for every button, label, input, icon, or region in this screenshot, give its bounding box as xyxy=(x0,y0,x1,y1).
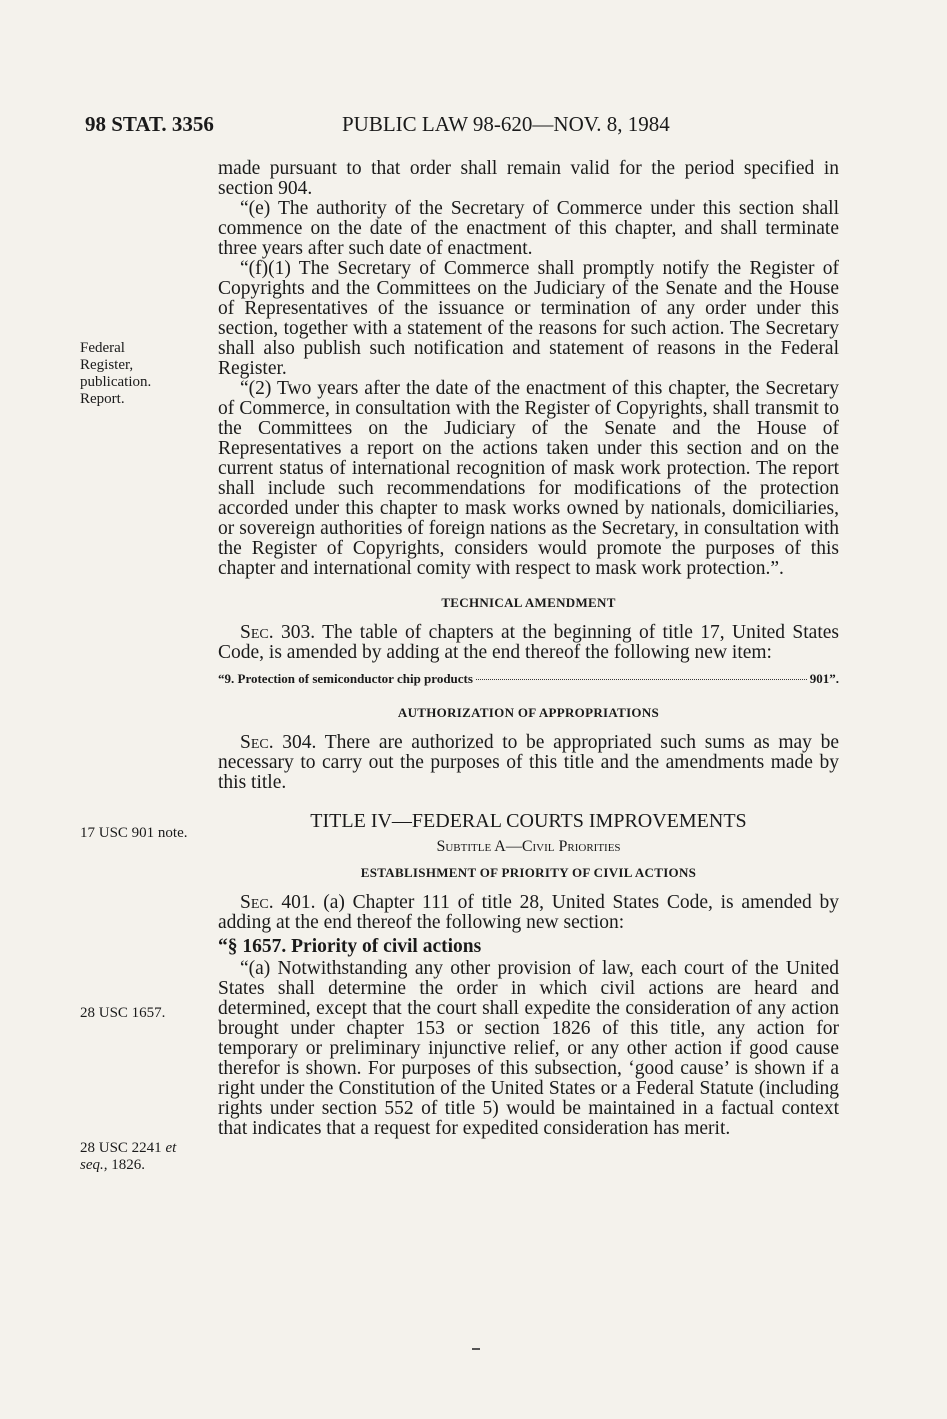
margin-note-line: 28 USC 2241 xyxy=(80,1140,162,1156)
stat-page-number: 98 STAT. 3356 xyxy=(85,112,214,136)
new-chapter-item xyxy=(218,669,839,689)
margin-note-line: publication. xyxy=(80,374,152,390)
item-number: 901”. xyxy=(809,671,839,686)
paragraph-f2: “(2) Two years after the date of the enactment of this chapter, the Secretary of Commerce, in consultation with the Register of Copyrights, shall transmit to the Committees on the Judiciary of the Senate and the House of Representatives a report on the actions taken under this section and on the current status of international recognition of mask work protection. The report shall include such recommendations for modifications of the protection accorded under this chapter to mask works owned by nationals, domiciliaries, or sovereign authorities of foreign nations as the Secretary, in consultation with the Register of Copyrights, considers would promote the purposes of this chapter and international comity with respect to mask work protection.”. xyxy=(218,378,839,579)
margin-note-line: Report. xyxy=(80,391,125,407)
paragraph-f1: “(f)(1) The Secretary of Commerce shall promptly notify the Register of Copyrights and the Committees on the Judiciary of the Senate and the House of Representatives of the issuance or termination of any order under this section, together with a statement of the reasons for such action. The Secretary shall also publish such notification and statement of reasons in the Federal Register. xyxy=(218,258,839,379)
main-text-column xyxy=(218,159,839,1139)
section-text: (a) Chapter 111 of title 28, United States Code, is amended by adding at the end thereof the following new section: xyxy=(218,892,839,933)
section-304 xyxy=(218,733,839,793)
page-footer-dash xyxy=(472,1348,480,1350)
margin-note-line: et xyxy=(165,1140,177,1156)
section-label: Sec. 304. xyxy=(240,732,317,753)
section-text: There are authorized to be appropriated such sums as may be necessary to carry out the purposes of this title and the amendments made by this title. xyxy=(218,732,839,793)
paragraph-1657a: “(a) Notwithstanding any other provision of law, each court of the United States shall determine the order in which civil actions are heard and determined, except that the court shall expedite the consideration of any action brought under chapter 153 or section 1826 of this title, any action for temporary or preliminary injunctive relief, or any other action if good cause therefor is shown. For purposes of this subsection, ‘good cause’ is shown if a right under the Constitution of the United States or a Federal Statute (including rights under section 552 of title 5) would be maintained in a factual context that indicates that a request for expedited consideration has merit. xyxy=(218,958,839,1139)
margin-note-17-usc-901: 17 USC 901 note. xyxy=(80,825,188,841)
margin-note-line: Register, xyxy=(80,357,134,373)
item-label: “9. Protection of semiconductor chip products xyxy=(218,671,473,686)
margin-note-line: seq., xyxy=(80,1157,108,1173)
leader-dots xyxy=(476,679,807,680)
paragraph-e: “(e) The authority of the Secretary of Commerce under this section shall commence on the date of the enactment of this chapter, and shall terminate three years after such date of enactment. xyxy=(218,198,839,259)
section-401 xyxy=(218,893,839,933)
subtitle-a-heading: Subtitle A—Civil Priorities xyxy=(436,838,621,855)
section-label: Sec. 303. xyxy=(240,622,316,643)
section-label: Sec. 401. xyxy=(240,892,316,913)
section-1657-heading: “§ 1657. Priority of civil actions xyxy=(218,936,482,957)
margin-note-line: 1826. xyxy=(111,1157,145,1173)
running-title: PUBLIC LAW 98-620—NOV. 8, 1984 xyxy=(342,112,670,136)
margin-note-28-usc-1657: 28 USC 1657. xyxy=(80,1005,166,1021)
margin-note-federal-register xyxy=(80,340,210,408)
section-text: The table of chapters at the beginning of title 17, United States Code, is amended by adding at the end thereof the following new item: xyxy=(218,622,839,663)
page-header xyxy=(85,112,845,142)
margin-note-line: Federal xyxy=(80,340,125,356)
heading-authorization: AUTHORIZATION OF APPROPRIATIONS xyxy=(397,705,660,720)
margin-note-28-usc-2241 xyxy=(80,1140,210,1174)
title-iv-heading: TITLE IV—FEDERAL COURTS IMPROVEMENTS xyxy=(310,810,747,832)
paragraph-continuation: made pursuant to that order shall remain valid for the period specified in section 904. xyxy=(218,158,839,199)
heading-technical-amendment: TECHNICAL AMENDMENT xyxy=(441,595,616,610)
heading-establishment: ESTABLISHMENT OF PRIORITY OF CIVIL ACTIONS xyxy=(360,865,697,880)
section-303 xyxy=(218,623,839,663)
